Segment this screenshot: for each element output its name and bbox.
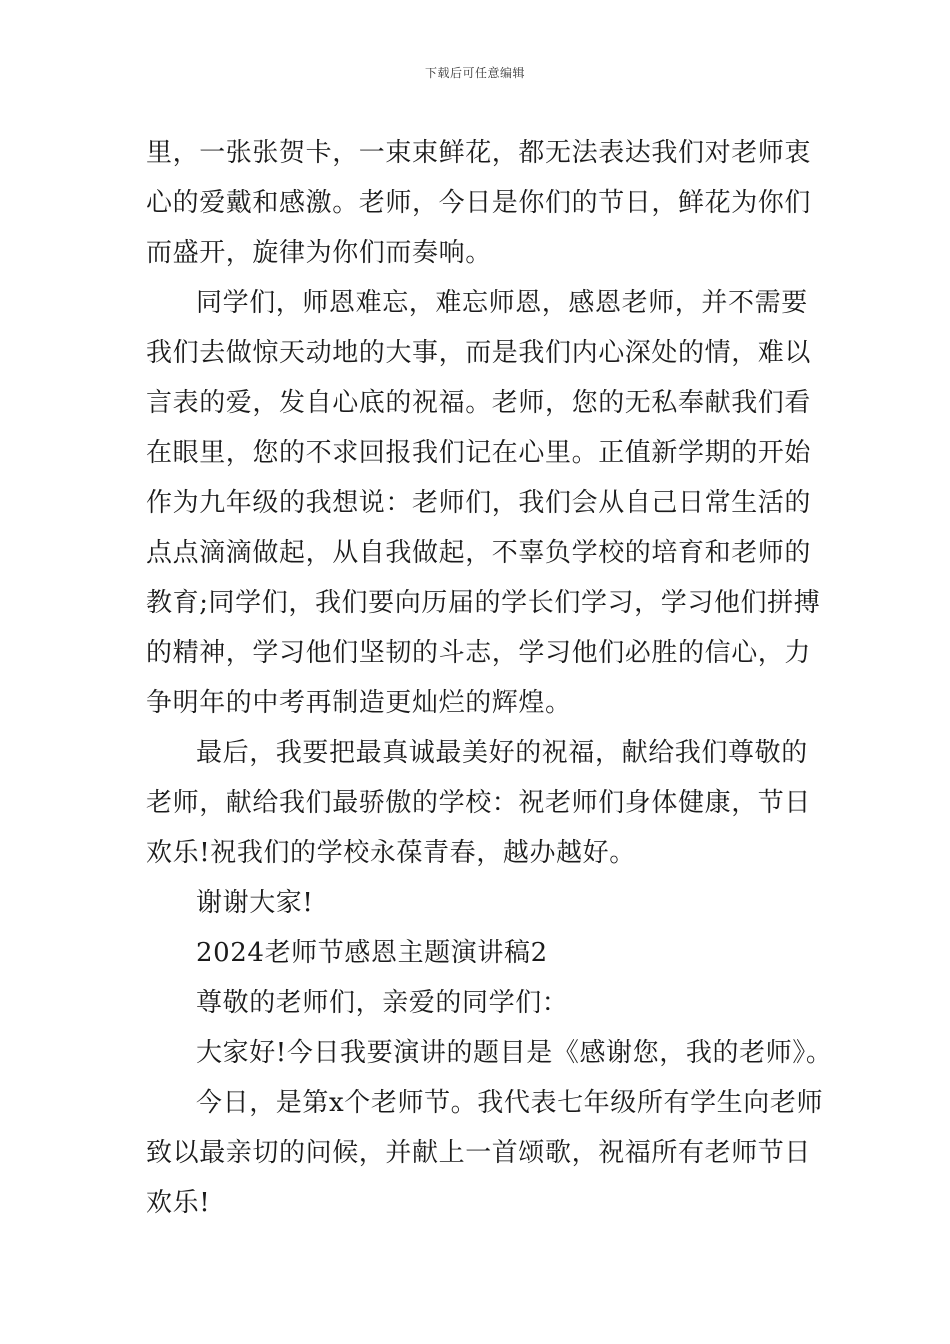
paragraph-line: 在眼里，您的不求回报我们记在心里。正值新学期的开始: [146, 438, 812, 468]
paragraph-line: 作为九年级的我想说：老师们，我们会从自己日常生活的: [146, 488, 812, 518]
salutation-line: 尊敬的老师们，亲爱的同学们：: [196, 988, 569, 1018]
paragraph-line: 点点滴滴做起，从自我做起，不辜负学校的培育和老师的: [146, 538, 812, 568]
paragraph-line: 大家好!今日我要演讲的题目是《感谢您，我的老师》。: [196, 1038, 833, 1068]
paragraph-line: 争明年的中考再制造更灿烂的辉煌。: [146, 688, 572, 718]
paragraph-line: 的精神，学习他们坚韧的斗志，学习他们必胜的信心，力: [146, 638, 812, 668]
paragraph-line: 而盛开，旋律为你们而奏响。: [146, 238, 492, 268]
paragraph-line: 同学们，师恩难忘，难忘师恩，感恩老师，并不需要: [196, 288, 808, 318]
paragraph-line: 最后，我要把最真诚最美好的祝福，献给我们尊敬的: [196, 738, 808, 768]
page-header-note: 下载后可任意编辑: [424, 66, 525, 80]
closing-line: 谢谢大家!: [196, 888, 314, 918]
paragraph-line: 致以最亲切的问候，并献上一首颂歌，祝福所有老师节日: [146, 1138, 812, 1168]
paragraph-line: 我们去做惊天动地的大事，而是我们内心深处的情，难以: [146, 338, 812, 368]
paragraph-line: 欢乐!: [146, 1188, 211, 1218]
paragraph-line: 言表的爱，发自心底的祝福。老师，您的无私奉献我们看: [146, 388, 812, 418]
paragraph-line: 老师，献给我们最骄傲的学校：祝老师们身体健康，节日: [146, 788, 812, 818]
paragraph-line: 心的爱戴和感激。老师，今日是你们的节日，鲜花为你们: [146, 188, 812, 218]
paragraph-line: 教育;同学们，我们要向历届的学长们学习，学习他们拼搏: [146, 588, 821, 618]
paragraph-line: 里，一张张贺卡，一束束鲜花，都无法表达我们对老师衷: [146, 138, 812, 168]
paragraph-line: 欢乐!祝我们的学校永葆青春，越办越好。: [146, 838, 636, 868]
paragraph-line: 今日，是第x个老师节。我代表七年级所有学生向老师: [196, 1088, 824, 1118]
section-title: 2024老师节感恩主题演讲稿2: [196, 938, 548, 968]
document-body: [146, 128, 833, 1228]
